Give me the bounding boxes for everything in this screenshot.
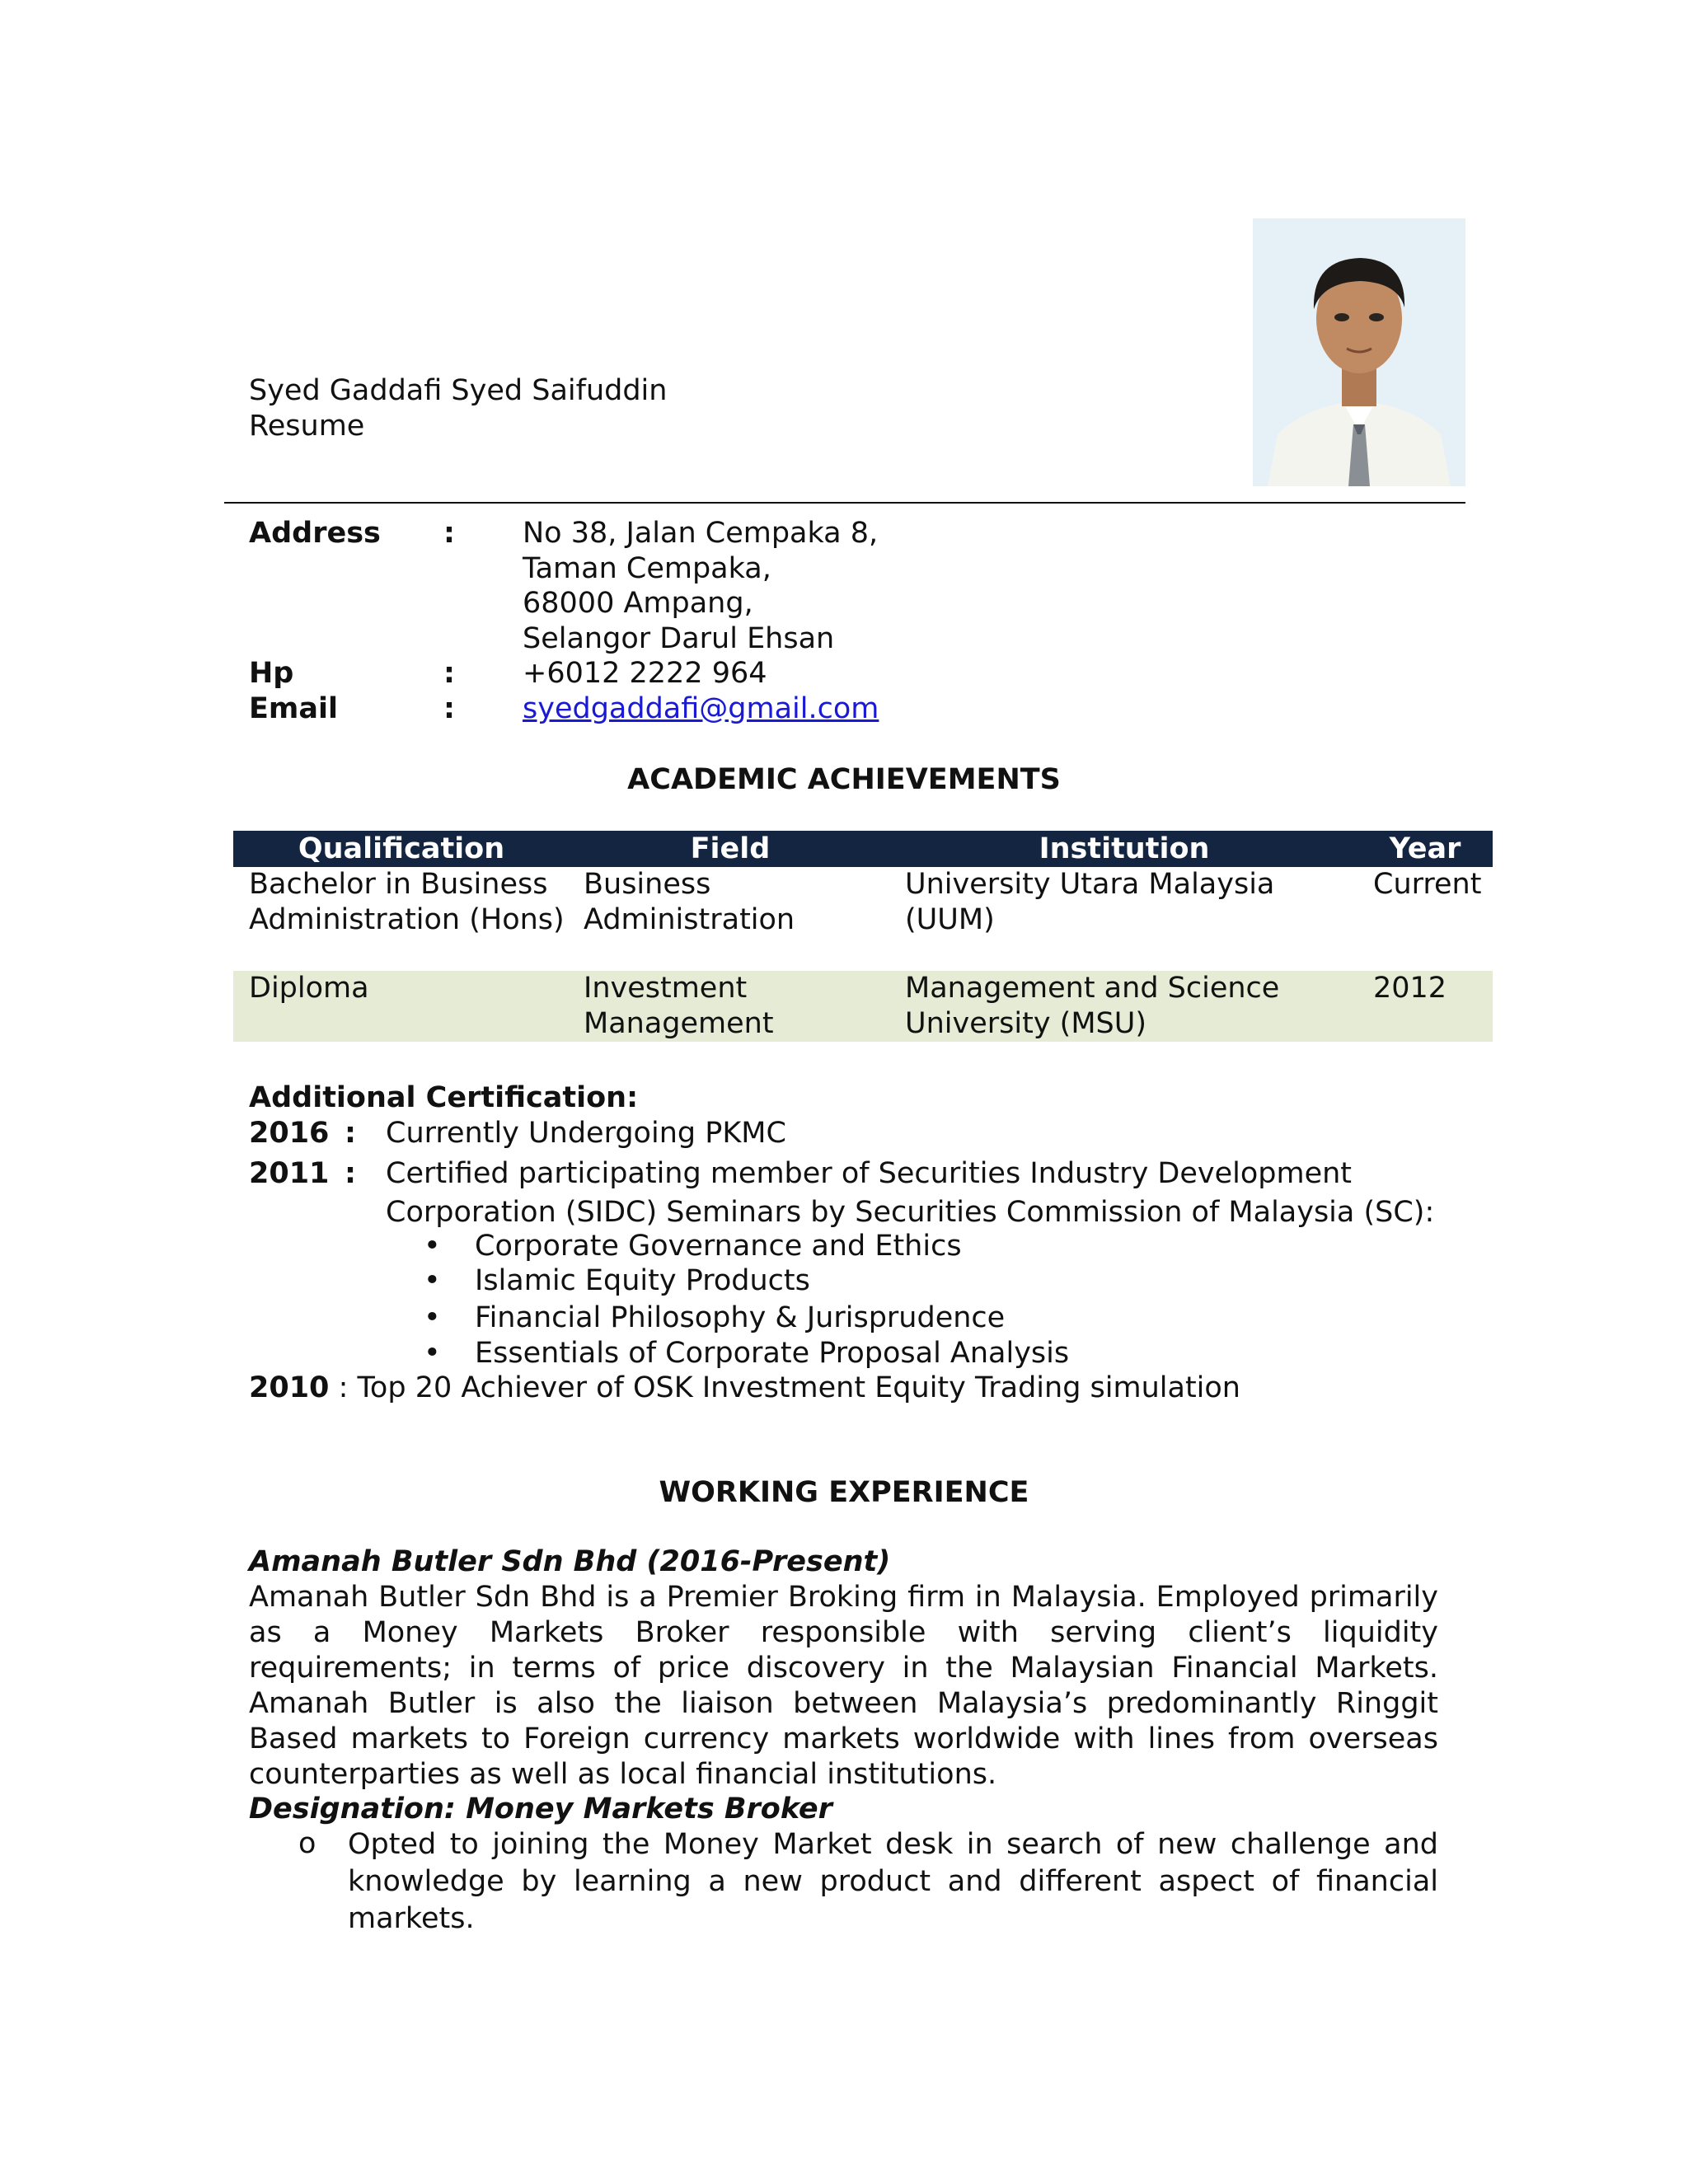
hp-separator: :	[443, 657, 455, 690]
cert-text: Corporation (SIDC) Seminars by Securities Commission of Malaysia (SC):	[386, 1196, 1435, 1229]
bullet-dot: •	[424, 1264, 441, 1297]
qualification-cell	[249, 971, 369, 1006]
cell-line: Investment	[584, 972, 748, 1005]
field-cell	[584, 971, 774, 1042]
cell-line: Diploma	[249, 972, 369, 1005]
cell-line: Bachelor in Business	[249, 868, 548, 901]
cell-line: University Utara Malaysia	[905, 868, 1275, 901]
resume-name: Syed Gaddafi Syed Saifuddin	[249, 374, 668, 407]
address-separator: :	[443, 517, 455, 550]
cell-line: Administration (Hons)	[249, 903, 565, 936]
cert-separator: :	[345, 1117, 356, 1150]
seminar-item: Financial Philosophy & Jurisprudence	[475, 1301, 1006, 1334]
address-line: Selangor Darul Ehsan	[523, 622, 835, 655]
certification-heading: Additional Certification:	[249, 1081, 639, 1114]
bullet-dot: •	[424, 1301, 441, 1334]
year-cell: 2012	[1373, 972, 1447, 1005]
cert-year: 2010	[249, 1371, 330, 1404]
table-row	[233, 867, 1493, 971]
cert-year: 2016	[249, 1117, 330, 1150]
cert-year: 2011	[249, 1157, 330, 1190]
experience-bullet: Opted to joining the Money Market desk in search of new challenge and knowledge by learning a new product and different aspect of financial markets.	[348, 1828, 1438, 1935]
designation: Designation: Money Markets Broker	[249, 1793, 832, 1825]
bullet-dot: •	[424, 1337, 441, 1370]
institution-cell	[905, 867, 1274, 938]
resume-subtitle: Resume	[249, 410, 365, 443]
address-line: 68000 Ampang,	[523, 587, 753, 620]
cert-entry-2010	[249, 1371, 1240, 1406]
email-label: Email	[249, 692, 338, 725]
cell-line: (UUM)	[905, 903, 995, 936]
qualification-cell	[249, 867, 565, 938]
hp-value: +6012 2222 964	[523, 657, 767, 690]
company-description: Amanah Butler Sdn Bhd is a Premier Broking firm in Malaysia. Employed primarily as a Money Markets Broker responsible with serving client’s liquidity requirements; in terms of price discovery in the Malaysian Financial Markets. Amanah Butler is also the liaison between Malaysia’s predominantly Ringgit Based markets to Foreign currency markets worldwide with lines from overseas counterparties as well as local financial institutions.	[249, 1581, 1438, 1791]
address-line: No 38, Jalan Cempaka 8,	[523, 517, 879, 550]
cell-line: Management and Science	[905, 972, 1280, 1005]
company-title: Amanah Butler Sdn Bhd (2016-Present)	[249, 1545, 891, 1578]
cert-separator: :	[338, 1371, 349, 1404]
header-divider	[224, 502, 1465, 504]
column-header-institution: Institution	[1039, 832, 1210, 865]
table-row	[233, 971, 1493, 1042]
email-link[interactable]: syedgaddafi@gmail.com	[523, 692, 879, 725]
cell-line: University (MSU)	[905, 1007, 1147, 1040]
column-header-field: Field	[690, 832, 771, 865]
cell-line: Management	[584, 1007, 774, 1040]
bullet-dot: •	[424, 1230, 441, 1263]
cell-line: Business	[584, 868, 711, 901]
hp-label: Hp	[249, 657, 294, 690]
address-label: Address	[249, 517, 381, 550]
year-cell: Current	[1373, 868, 1482, 901]
cell-line: Administration	[584, 903, 795, 936]
email-separator: :	[443, 692, 455, 725]
experience-heading: WORKING EXPERIENCE	[659, 1476, 1029, 1509]
table-header-row	[233, 831, 1493, 867]
bullet-circle: o	[298, 1827, 316, 1860]
seminar-item: Corporate Governance and Ethics	[475, 1230, 962, 1263]
institution-cell	[905, 971, 1279, 1042]
profile-photo	[1253, 218, 1465, 486]
cert-text: Top 20 Achiever of OSK Investment Equity Trading simulation	[357, 1371, 1240, 1404]
academic-heading: ACADEMIC ACHIEVEMENTS	[627, 763, 1061, 796]
address-line: Taman Cempaka,	[523, 552, 771, 585]
cert-separator: :	[345, 1157, 356, 1190]
cert-text: Currently Undergoing PKMC	[386, 1117, 786, 1150]
column-header-year: Year	[1389, 832, 1461, 865]
seminar-item: Essentials of Corporate Proposal Analysis	[475, 1337, 1070, 1370]
field-cell	[584, 867, 795, 938]
cert-text: Certified participating member of Securities Industry Development	[386, 1157, 1353, 1190]
column-header-qualification: Qualification	[298, 832, 505, 865]
academic-table	[233, 831, 1493, 1042]
seminar-item: Islamic Equity Products	[475, 1264, 810, 1297]
